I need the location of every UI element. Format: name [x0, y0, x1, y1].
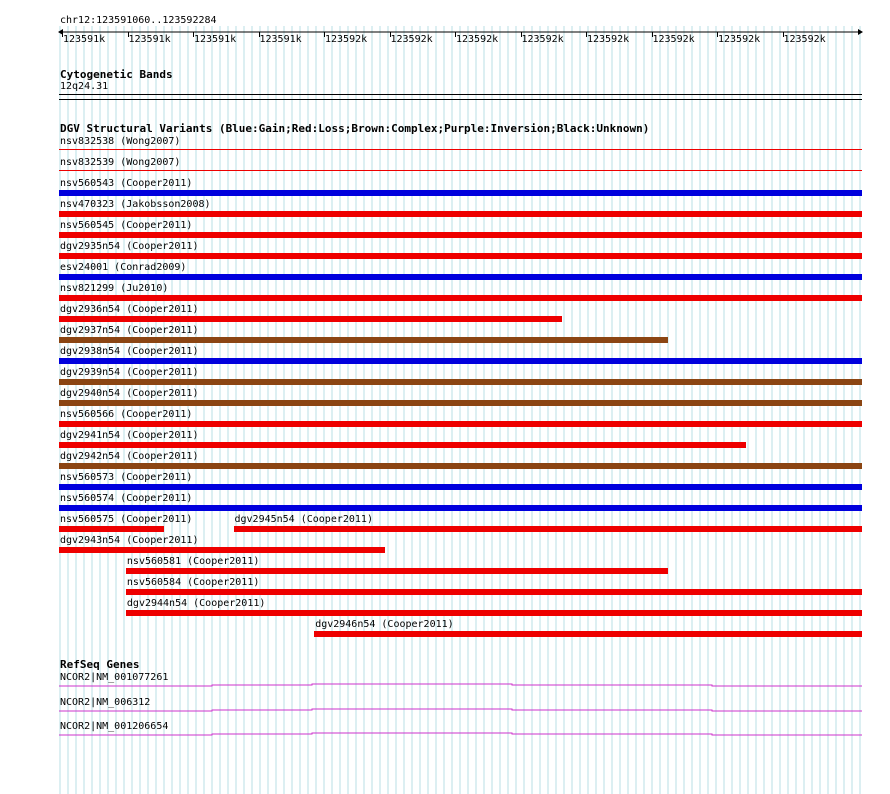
variant-label[interactable]: dgv2936n54 (Cooper2011): [60, 304, 199, 315]
variant-bar[interactable]: [59, 484, 862, 490]
cytobands-track-title[interactable]: Cytogenetic Bands: [60, 68, 173, 81]
ruler-tick-label: 123591k: [128, 34, 171, 45]
variant-bar[interactable]: [59, 170, 862, 171]
variant-label[interactable]: nsv560584 (Cooper2011): [126, 577, 260, 588]
ruler-tick-label: 123591k: [194, 34, 237, 45]
cytoband-bar-top: [59, 94, 862, 95]
variant-bar[interactable]: [59, 211, 862, 217]
variant-label[interactable]: nsv560574 (Cooper2011): [60, 493, 193, 504]
variant-label[interactable]: nsv560575 (Cooper2011): [60, 514, 193, 525]
ruler-tick-label: 123592k: [325, 34, 368, 45]
variant-bar[interactable]: [59, 295, 862, 301]
variant-bar[interactable]: [59, 149, 862, 150]
variant-bar[interactable]: [59, 232, 862, 238]
gene-label[interactable]: NCOR2|NM_001206654: [60, 721, 169, 732]
variant-label[interactable]: nsv560543 (Cooper2011): [60, 178, 193, 189]
variant-bar[interactable]: [59, 379, 862, 385]
variant-bar[interactable]: [59, 274, 862, 280]
ruler-tick-label: 123592k: [390, 34, 433, 45]
ruler-tick-label: 123591k: [259, 34, 302, 45]
ruler-tick-label: 123592k: [783, 34, 826, 45]
variant-bar[interactable]: [59, 253, 862, 259]
ruler-tick-label: 123592k: [587, 34, 630, 45]
variant-label[interactable]: dgv2941n54 (Cooper2011): [60, 430, 199, 441]
variant-bar[interactable]: [59, 316, 562, 322]
variant-label[interactable]: nsv821299 (Ju2010): [60, 283, 169, 294]
ruler-tick-label: 123591k: [63, 34, 106, 45]
variant-label[interactable]: nsv832539 (Wong2007): [60, 157, 181, 168]
variant-bar[interactable]: [314, 631, 862, 637]
variant-label[interactable]: nsv560573 (Cooper2011): [60, 472, 193, 483]
variant-bar[interactable]: [126, 589, 862, 595]
ruler-tick-label: 123592k: [521, 34, 564, 45]
variant-label[interactable]: dgv2938n54 (Cooper2011): [60, 346, 199, 357]
variant-label[interactable]: dgv2943n54 (Cooper2011): [60, 535, 199, 546]
variant-label[interactable]: nsv560545 (Cooper2011): [60, 220, 193, 231]
variant-bar[interactable]: [59, 358, 862, 364]
variant-bar[interactable]: [234, 526, 862, 532]
variant-bar[interactable]: [59, 190, 862, 196]
cytoband-bar-bottom: [59, 99, 862, 100]
variant-label[interactable]: nsv560581 (Cooper2011): [126, 556, 260, 567]
ruler-arrow: [858, 29, 863, 35]
variant-label[interactable]: nsv470323 (Jakobsson2008): [60, 199, 211, 210]
gene-label[interactable]: NCOR2|NM_006312: [60, 697, 151, 708]
ruler-tick-label: 123592k: [718, 34, 761, 45]
variant-label[interactable]: dgv2942n54 (Cooper2011): [60, 451, 199, 462]
variant-bar[interactable]: [126, 610, 862, 616]
location-label: chr12:123591060..123592284: [60, 15, 217, 26]
variant-bar[interactable]: [59, 463, 862, 469]
variant-bar[interactable]: [59, 421, 862, 427]
gene-label[interactable]: NCOR2|NM_001077261: [60, 672, 169, 683]
variant-bar[interactable]: [126, 568, 669, 574]
variant-bar[interactable]: [59, 526, 164, 532]
variant-label[interactable]: dgv2939n54 (Cooper2011): [60, 367, 199, 378]
variant-bar[interactable]: [59, 442, 746, 448]
variant-bar[interactable]: [59, 337, 668, 343]
variant-label[interactable]: nsv560566 (Cooper2011): [60, 409, 193, 420]
variant-label[interactable]: esv24001 (Conrad2009): [60, 262, 187, 273]
variant-label[interactable]: dgv2945n54 (Cooper2011): [234, 514, 373, 525]
variant-bar[interactable]: [59, 505, 862, 511]
variant-bar[interactable]: [59, 400, 862, 406]
ruler-tick-label: 123592k: [652, 34, 695, 45]
variant-label[interactable]: nsv832538 (Wong2007): [60, 136, 181, 147]
variant-label[interactable]: dgv2937n54 (Cooper2011): [60, 325, 199, 336]
cytoband-label[interactable]: 12q24.31: [60, 81, 109, 92]
variant-label[interactable]: dgv2944n54 (Cooper2011): [126, 598, 266, 609]
variant-label[interactable]: dgv2940n54 (Cooper2011): [60, 388, 199, 399]
dgv-track-title[interactable]: DGV Structural Variants (Blue:Gain;Red:Loss;Brown:Complex;Purple:Inversion;Black:Unknown): [60, 122, 650, 135]
variant-label[interactable]: dgv2946n54 (Cooper2011): [315, 619, 454, 630]
refseq-track-title[interactable]: RefSeq Genes: [60, 658, 140, 671]
variant-bar[interactable]: [59, 547, 385, 553]
ruler-tick-label: 123592k: [456, 34, 499, 45]
variant-label[interactable]: dgv2935n54 (Cooper2011): [60, 241, 199, 252]
